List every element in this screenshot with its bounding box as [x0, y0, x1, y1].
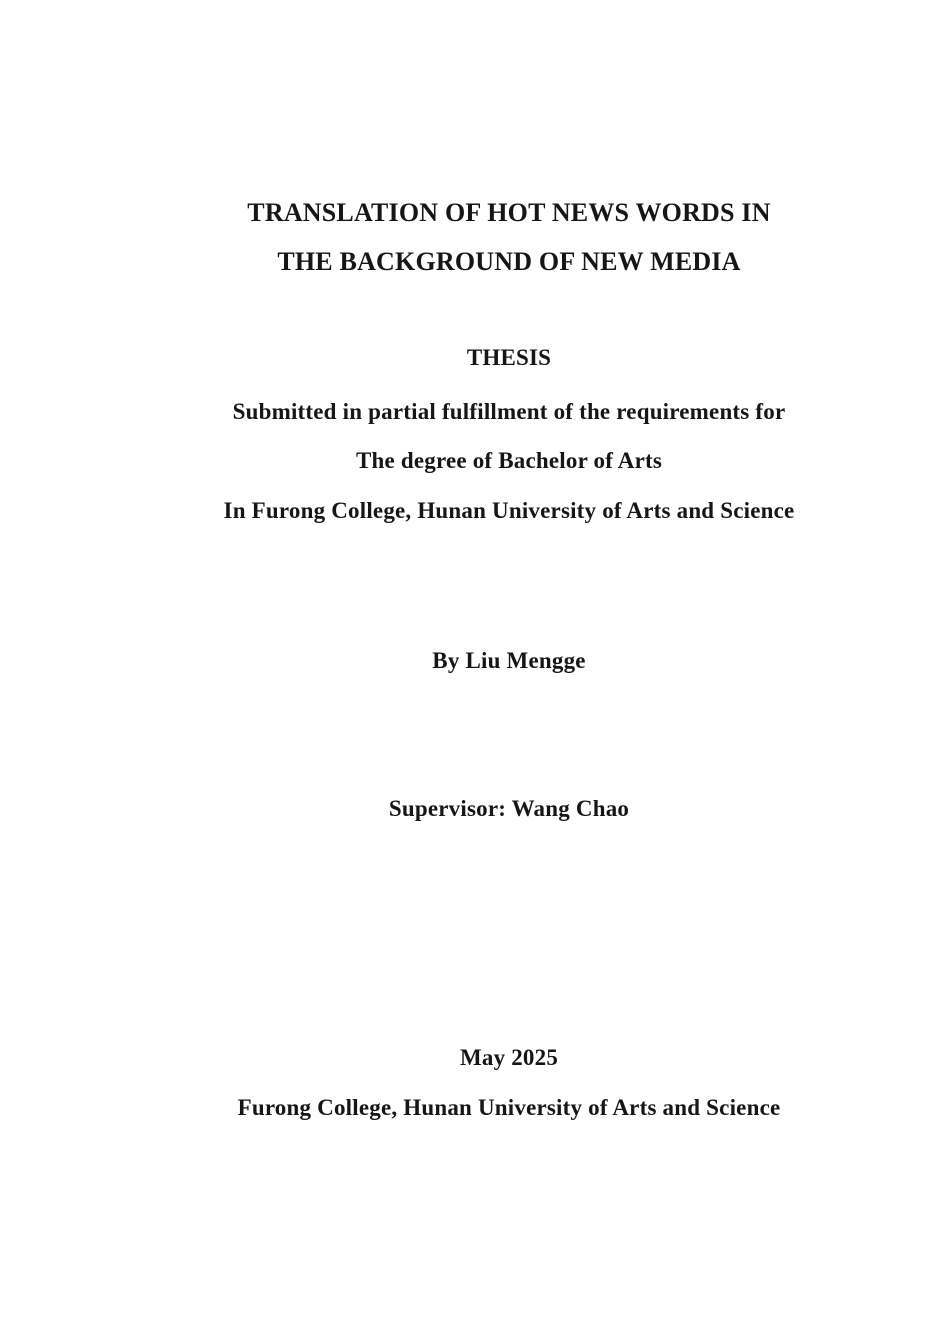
- submission-statement-line-2: The degree of Bachelor of Arts: [355, 448, 662, 473]
- document-type-label: THESIS: [466, 345, 552, 370]
- supervisor-line: Supervisor: Wang Chao: [388, 796, 630, 821]
- author-line: By Liu Mengge: [432, 648, 586, 673]
- date-line: May 2025: [459, 1045, 559, 1070]
- thesis-title-line-2: THE BACKGROUND OF NEW MEDIA: [277, 247, 741, 276]
- submission-statement-line-1: Submitted in partial fulfillment of the requirements for: [232, 399, 786, 424]
- thesis-title-line-1: TRANSLATION OF HOT NEWS WORDS IN: [247, 198, 771, 227]
- submission-statement-line-3: In Furong College, Hunan University of Arts and Science: [223, 498, 795, 523]
- institution-line: Furong College, Hunan University of Arts and Science: [237, 1095, 781, 1120]
